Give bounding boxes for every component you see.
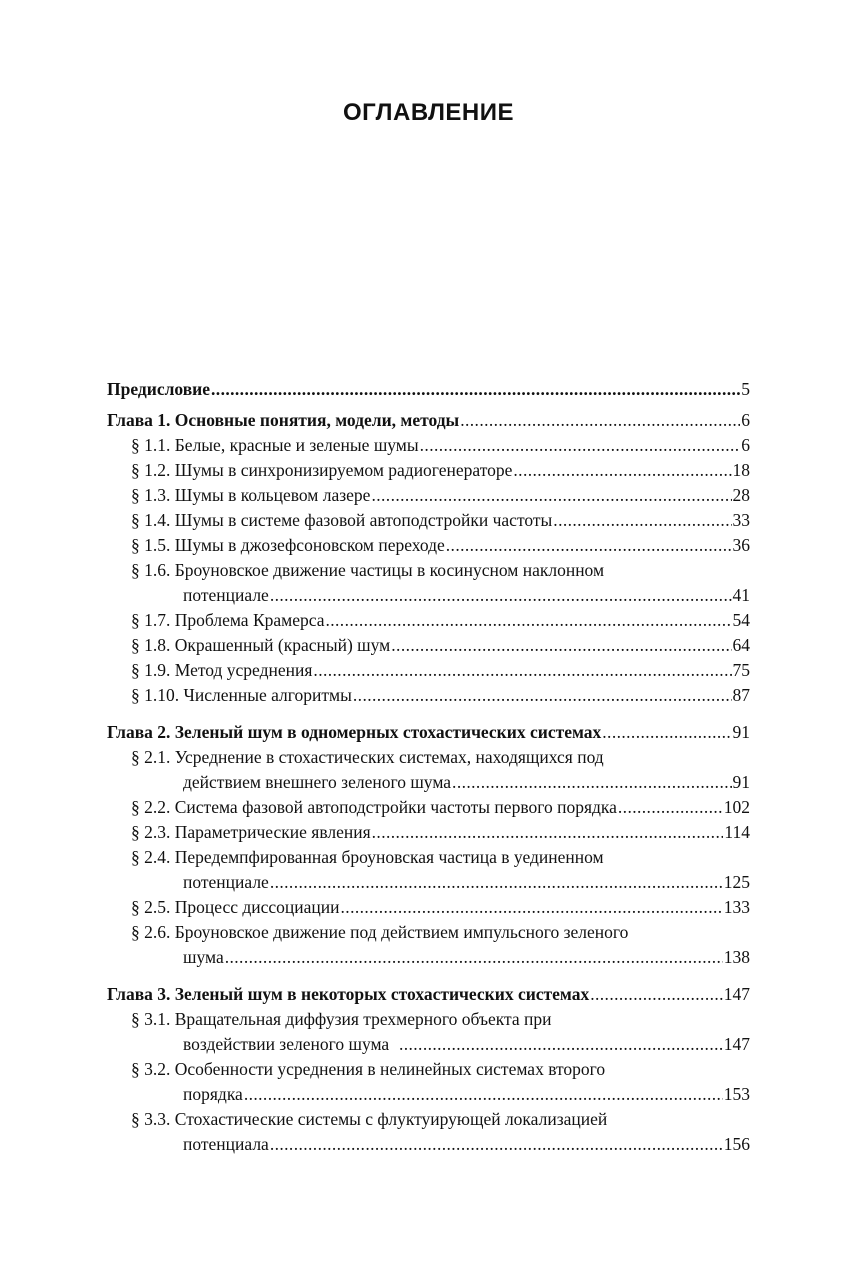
toc-section-1-1[interactable]	[131, 434, 750, 456]
dot-leader	[270, 1133, 723, 1155]
toc-entry-title: порядка	[183, 1084, 243, 1104]
toc-entry-title: § 2.5. Процесс диссоциации	[131, 897, 340, 917]
toc-entry-title: Глава 3. Зеленый шум в некоторых стохастических системах	[107, 984, 590, 1004]
toc-entry-title: потенциала	[183, 1134, 269, 1154]
toc-page-number: 6	[741, 435, 750, 455]
dot-leader	[325, 609, 731, 631]
toc-page-number: 87	[732, 685, 750, 705]
toc-section-3-3-line1[interactable]: § 3.3. Стохастические системы с флуктуирующей локализацией	[131, 1109, 608, 1129]
toc-section-2-6[interactable]	[183, 946, 750, 968]
toc-page-number: 147	[723, 984, 750, 1004]
toc-page-number: 75	[732, 660, 750, 680]
toc-section-1-9[interactable]	[131, 659, 750, 681]
dot-leader	[313, 659, 731, 681]
toc-section-3-2[interactable]	[183, 1083, 750, 1105]
toc-page-number: 64	[732, 635, 750, 655]
toc-section-1-7[interactable]	[131, 609, 750, 631]
toc-entry-title: действием внешнего зеленого шума	[183, 772, 452, 792]
dot-leader	[225, 946, 723, 968]
toc-entry-title: § 1.3. Шумы в кольцевом лазере	[131, 485, 371, 505]
dot-leader	[372, 821, 724, 843]
dot-leader	[341, 896, 723, 918]
toc-section-2-4[interactable]	[183, 871, 750, 893]
toc-page-number: 147	[723, 1034, 750, 1054]
toc-entry-title: § 2.2. Система фазовой автоподстройки частоты первого порядка	[131, 797, 617, 817]
toc-entry-title: § 1.5. Шумы в джозефсоновском переходе	[131, 535, 445, 555]
toc-entry-title: § 1.8. Окрашенный (красный) шум	[131, 635, 391, 655]
toc-chapter-3[interactable]	[107, 983, 750, 1005]
toc-section-2-5[interactable]	[131, 896, 750, 918]
dot-leader	[211, 378, 740, 400]
toc-section-1-10[interactable]	[131, 684, 750, 706]
toc-section-1-6-line1[interactable]: § 1.6. Броуновское движение частицы в косинусном наклонном	[131, 560, 605, 580]
toc-entry-title: § 1.2. Шумы в синхронизируемом радиогенераторе	[131, 460, 513, 480]
toc-entry-title: § 1.4. Шумы в системе фазовой автоподстройки частоты	[131, 510, 553, 530]
dot-leader	[391, 634, 731, 656]
dot-leader	[244, 1083, 723, 1105]
toc-entry-title: Глава 1. Основные понятия, модели, методы	[107, 410, 460, 430]
toc-entry-title: воздействии зеленого шума	[183, 1034, 398, 1054]
toc-page-number: 33	[732, 510, 750, 530]
page-title: ОГЛАВЛЕНИЕ	[342, 99, 515, 126]
toc-page-number: 91	[732, 772, 750, 792]
toc-section-2-6-line1[interactable]: § 2.6. Броуновское движение под действием импульсного зеленого	[131, 922, 629, 942]
toc-section-3-1[interactable]	[183, 1033, 750, 1055]
toc-entry-title: потенциале	[183, 585, 269, 605]
toc-section-1-8[interactable]	[131, 634, 750, 656]
toc-section-1-2[interactable]	[131, 459, 750, 481]
toc-page-number: 125	[723, 872, 750, 892]
dot-leader	[420, 434, 741, 456]
dot-leader	[460, 409, 740, 431]
toc-page-number: 114	[724, 822, 750, 842]
toc-entry-title: § 1.7. Проблема Крамерса	[131, 610, 325, 630]
toc-chapter-1[interactable]	[107, 409, 750, 431]
dot-leader	[353, 684, 732, 706]
dot-leader	[452, 771, 731, 793]
toc-page-number: 133	[723, 897, 750, 917]
toc-entry-title: § 1.10. Численные алгоритмы	[131, 685, 352, 705]
toc-page-number: 5	[741, 379, 750, 399]
toc-entry-title: § 2.3. Параметрические явления	[131, 822, 371, 842]
toc-entry-title: потенциале	[183, 872, 269, 892]
toc-entry-title: Глава 2. Зеленый шум в одномерных стохастических системах	[107, 722, 602, 742]
toc-page-number: 41	[732, 585, 750, 605]
toc-section-1-6[interactable]	[183, 584, 750, 606]
toc-section-3-1-line1[interactable]: § 3.1. Вращательная диффузия трехмерного объекта при	[131, 1009, 552, 1029]
toc-section-2-4-line1[interactable]: § 2.4. Передемпфированная броуновская частица в уединенном	[131, 847, 604, 867]
toc-entry-title: § 1.9. Метод усреднения	[131, 660, 313, 680]
dot-leader	[590, 983, 723, 1005]
toc-page-number: 18	[732, 460, 750, 480]
dot-leader	[371, 484, 731, 506]
toc-page-number: 91	[732, 722, 750, 742]
toc-section-1-5[interactable]	[131, 534, 750, 556]
toc-page-number: 102	[723, 797, 750, 817]
toc-section-1-3[interactable]	[131, 484, 750, 506]
toc-section-2-2[interactable]	[131, 796, 750, 818]
dot-leader	[270, 871, 723, 893]
toc-page-number: 138	[723, 947, 750, 967]
dot-leader	[553, 509, 731, 531]
toc-section-3-2-line1[interactable]: § 3.2. Особенности усреднения в нелинейных системах второго	[131, 1059, 606, 1079]
dot-leader	[513, 459, 731, 481]
toc-page-number: 6	[741, 410, 750, 430]
toc-page-number: 36	[732, 535, 750, 555]
toc-page-number: 54	[732, 610, 750, 630]
toc-section-2-1[interactable]	[183, 771, 750, 793]
toc-page-number: 156	[723, 1134, 750, 1154]
toc-entry-title: Предисловие	[107, 379, 211, 399]
toc-section-1-4[interactable]	[131, 509, 750, 531]
toc-chapter-2[interactable]	[107, 721, 750, 743]
dot-leader	[399, 1033, 723, 1055]
toc-section-2-1-line1[interactable]: § 2.1. Усреднение в стохастических системах, находящихся под	[131, 747, 604, 767]
dot-leader	[618, 796, 723, 818]
dot-leader	[446, 534, 732, 556]
toc-entry-title: § 1.1. Белые, красные и зеленые шумы	[131, 435, 419, 455]
toc-page-number: 153	[723, 1084, 750, 1104]
toc-entry-title: шума	[183, 947, 224, 967]
toc-entry-preface[interactable]	[107, 378, 750, 400]
toc-section-2-3[interactable]	[131, 821, 750, 843]
toc-section-3-3[interactable]	[183, 1133, 750, 1155]
dot-leader	[602, 721, 731, 743]
dot-leader	[270, 584, 732, 606]
toc-page-number: 28	[732, 485, 750, 505]
